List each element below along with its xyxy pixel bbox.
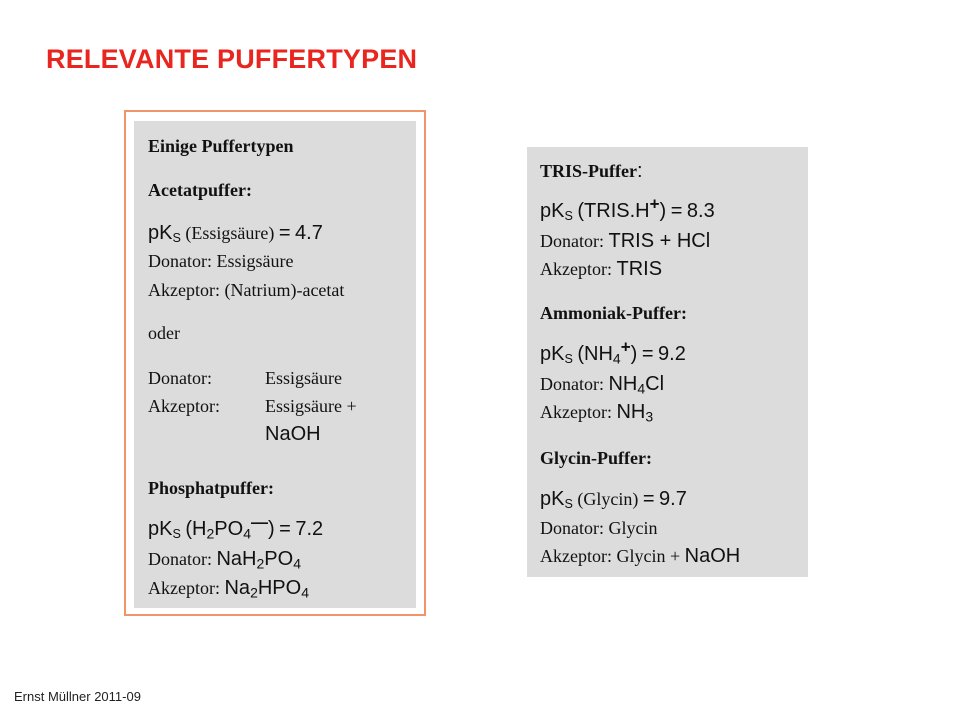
acetat-donator: Donator: Essigsäure: [148, 251, 294, 271]
left-buffer-panel: [134, 121, 416, 608]
slide-title: RELEVANTE PUFFERTYPEN: [46, 44, 418, 74]
acetat-pks-value: 4.7: [295, 222, 323, 244]
alt-akzeptor-value2: NaOH: [265, 423, 321, 445]
right-buffer-panel: [527, 147, 808, 577]
glycin-pks-value: 9.7: [659, 488, 687, 510]
phosphat-heading: Phosphatpuffer:: [148, 478, 275, 498]
tris-pks-line: $pK_S$ (TRIS.H+) = 8.3: [540, 194, 715, 224]
left-panel-heading: Einige Puffertypen: [148, 136, 294, 156]
pks-symbol: pK: [148, 222, 173, 244]
tris-donator: Donator: TRIS + HCl: [540, 230, 711, 252]
phosphat-pks-line: $pK_S$ $(H_2PO_4^—) = 7.2$: [148, 512, 324, 542]
ammoniak-akzeptor: Akzeptor: $NH_3$: [540, 401, 654, 425]
alt-akzeptor-value: Essigsäure +: [265, 396, 357, 416]
tris-akzeptor: Akzeptor: TRIS: [540, 258, 663, 280]
glycin-donator: Donator: Glycin: [540, 518, 658, 538]
alt-donator-label: Donator:: [148, 368, 212, 388]
glycin-akzeptor: Akzeptor: Glycin + NaOH: [540, 545, 741, 567]
acetat-heading: Acetatpuffer:: [148, 180, 252, 200]
tris-pks-value: 8.3: [686, 200, 715, 222]
acetat-pks-line: $pK_S$ (Essigsäure) = 4.7: [148, 222, 323, 246]
acetat-akzeptor: Akzeptor: (Natrium)-acetat: [148, 280, 345, 300]
footer-author-date: Ernst Müllner 2011-09: [14, 689, 141, 704]
ammoniak-donator: Donator: $NH_4Cl$: [540, 373, 665, 397]
glycin-pks-line: $pK_S$ (Glycin) = 9.7: [540, 488, 687, 512]
alt-akzeptor-label: Akzeptor:: [148, 396, 220, 416]
ammoniak-pks-value: 9.2: [658, 343, 686, 365]
tris-heading: TRIS-Puffer:: [540, 160, 643, 182]
phosphat-donator: Donator: $NaH_2PO_4$: [148, 548, 301, 572]
oder-text: oder: [148, 323, 180, 343]
phosphat-pks-value: 7.2: [295, 518, 324, 540]
ammoniak-heading: Ammoniak-Puffer:: [540, 303, 687, 323]
phosphat-akzeptor: Akzeptor: $Na_2HPO_4$: [148, 577, 309, 601]
glycin-heading: Glycin-Puffer:: [540, 448, 652, 468]
ammoniak-pks-line: $pK_S$ $(NH_4^+) = 9.2$: [540, 337, 686, 367]
alt-donator-value: Essigsäure: [265, 368, 342, 388]
